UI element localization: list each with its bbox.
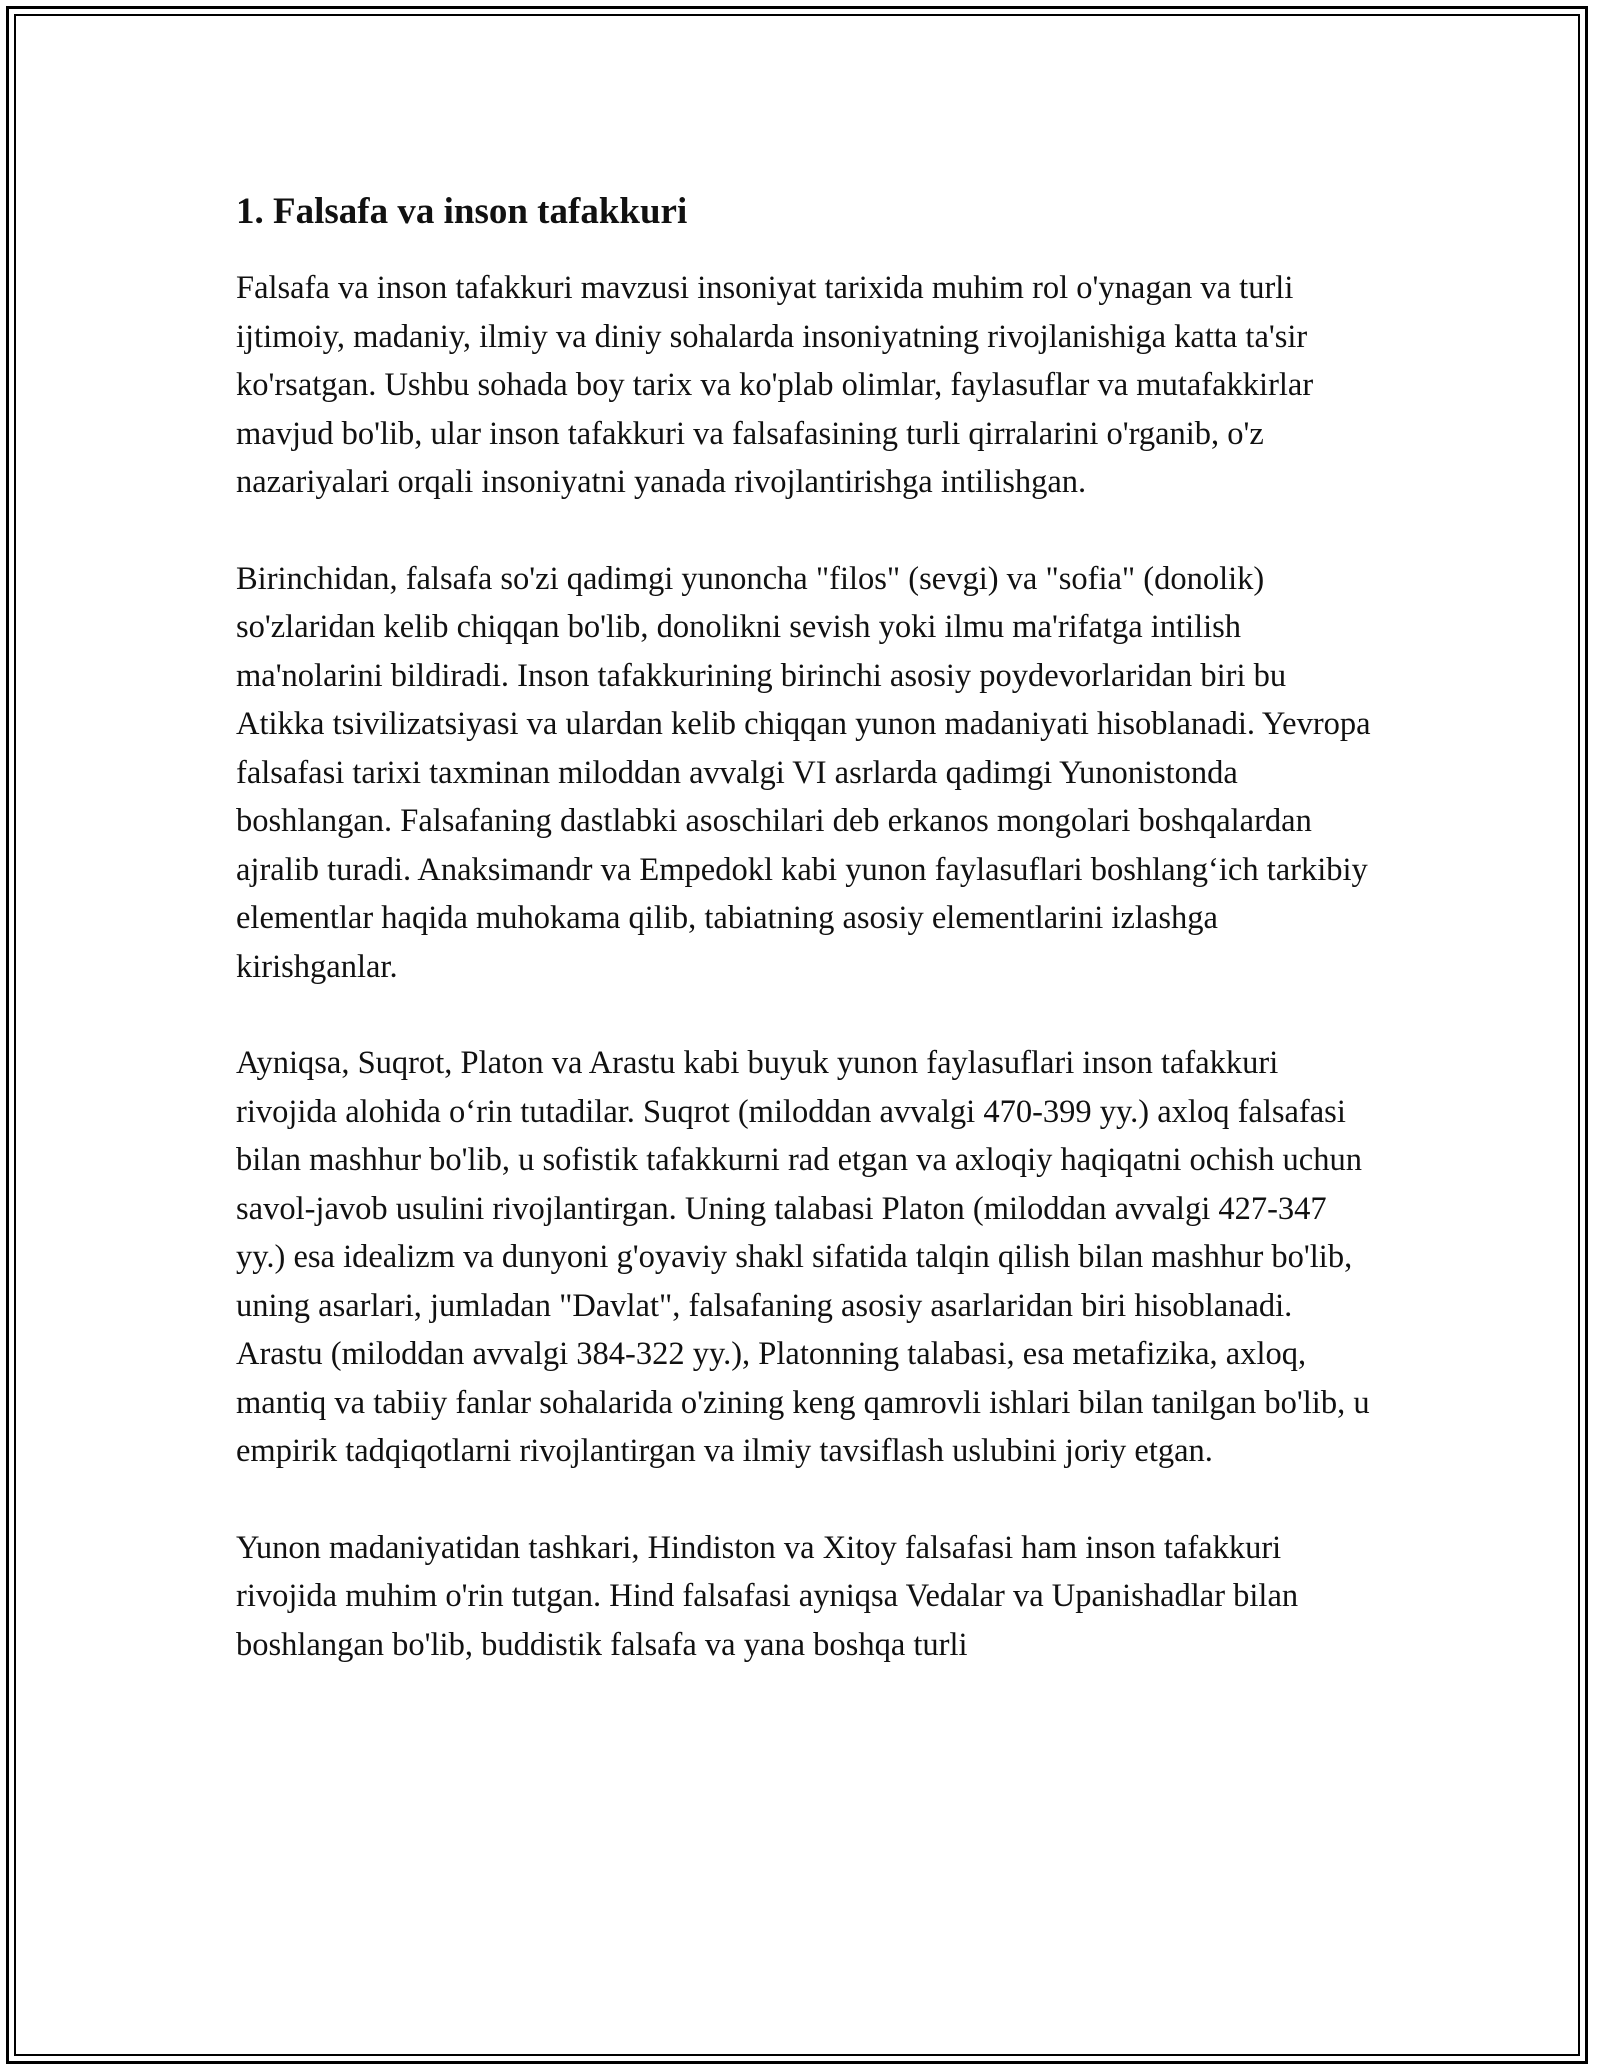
paragraph-4: Yunon madaniyatidan tashkari, Hindiston va Xitoy falsafasi ham inson tafakkuri rivojida muhim o'rin tutgan. Hind falsafasi ayniqsa Vedalar va Upanishadlar bilan boshlangan bo'lib, buddistik falsafa va yana boshqa turli <box>236 1529 1299 1663</box>
paragraph-1: Falsafa va inson tafakkuri mavzusi insoniyat tarixida muhim rol o'ynagan va turli ijtimoiy, madaniy, ilmiy va diniy sohalarda insoniyatning rivojlanishiga katta ta'sir ko'rsatgan. Ushbu sohada boy tarix va ko'plab olimlar, faylasuflar va mutafakkirlar mavjud bo'lib, ular inson tafakkuri va falsafasining turli qirralarini o'rganib, o'z nazariyalari orqali insoniyatni yanada rivojlantirishga intilishgan. <box>236 270 1314 500</box>
document-body <box>236 186 1376 1717</box>
paragraph-3: Ayniqsa, Suqrot, Platon va Arastu kabi buyuk yunon faylasuflari inson tafakkuri rivojida alohida o‘rin tutadilar. Suqrot (miloddan avvalgi 470-399 yy.) axloq falsafasi bilan mashhur bo'lib, u sofistik tafakkurni rad etgan va axloqiy haqiqatni ochish uchun savol-javob usulini rivojlantirgan. Uning talabasi Platon (miloddan avvalgi 427-347 yy.) esa idealizm va dunyoni g'oyaviy shakl sifatida talqin qilish bilan mashhur bo'lib, uning asarlari, jumladan "Davlat", falsafaning asosiy asarlaridan biri hisoblanadi. Arastu (miloddan avvalgi 384-322 yy.), Platonning talabasi, esa metafizika, axloq, mantiq va tabiiy fanlar sohalarida o'zining keng qamrovli ishlari bilan tanilgan bo'lib, u empirik tadqiqotlarni rivojlantirgan va ilmiy tavsiflash uslubini joriy etgan. <box>236 1045 1370 1469</box>
paragraph-2: Birinchidan, falsafa so'zi qadimgi yunoncha "filos" (sevgi) va "sofia" (donolik) so'zlaridan kelib chiqqan bo'lib, donolikni sevish yoki ilmu ma'rifatga intilish ma'nolarini bildiradi. Inson tafakkurining birinchi asosiy poydevorlaridan biri bu Atikka tsivilizatsiyasi va ulardan kelib chiqqan yunon madaniyati hisoblanadi. Yevropa falsafasi tarixi taxminan miloddan avvalgi VI asrlarda qadimgi Yunonistonda boshlangan. Falsafaning dastlabki asoschilari deb erkanos mongolari boshqalardan ajralib turadi. Anaksimandr va Empedokl kabi yunon faylasuflari boshlang‘ich tarkibiy elementlar haqida muhokama qilib, tabiatning asosiy elementlarini izlashga kirishganlar. <box>236 560 1371 985</box>
section-heading: 1. Falsafa va inson tafakkuri <box>236 191 688 232</box>
